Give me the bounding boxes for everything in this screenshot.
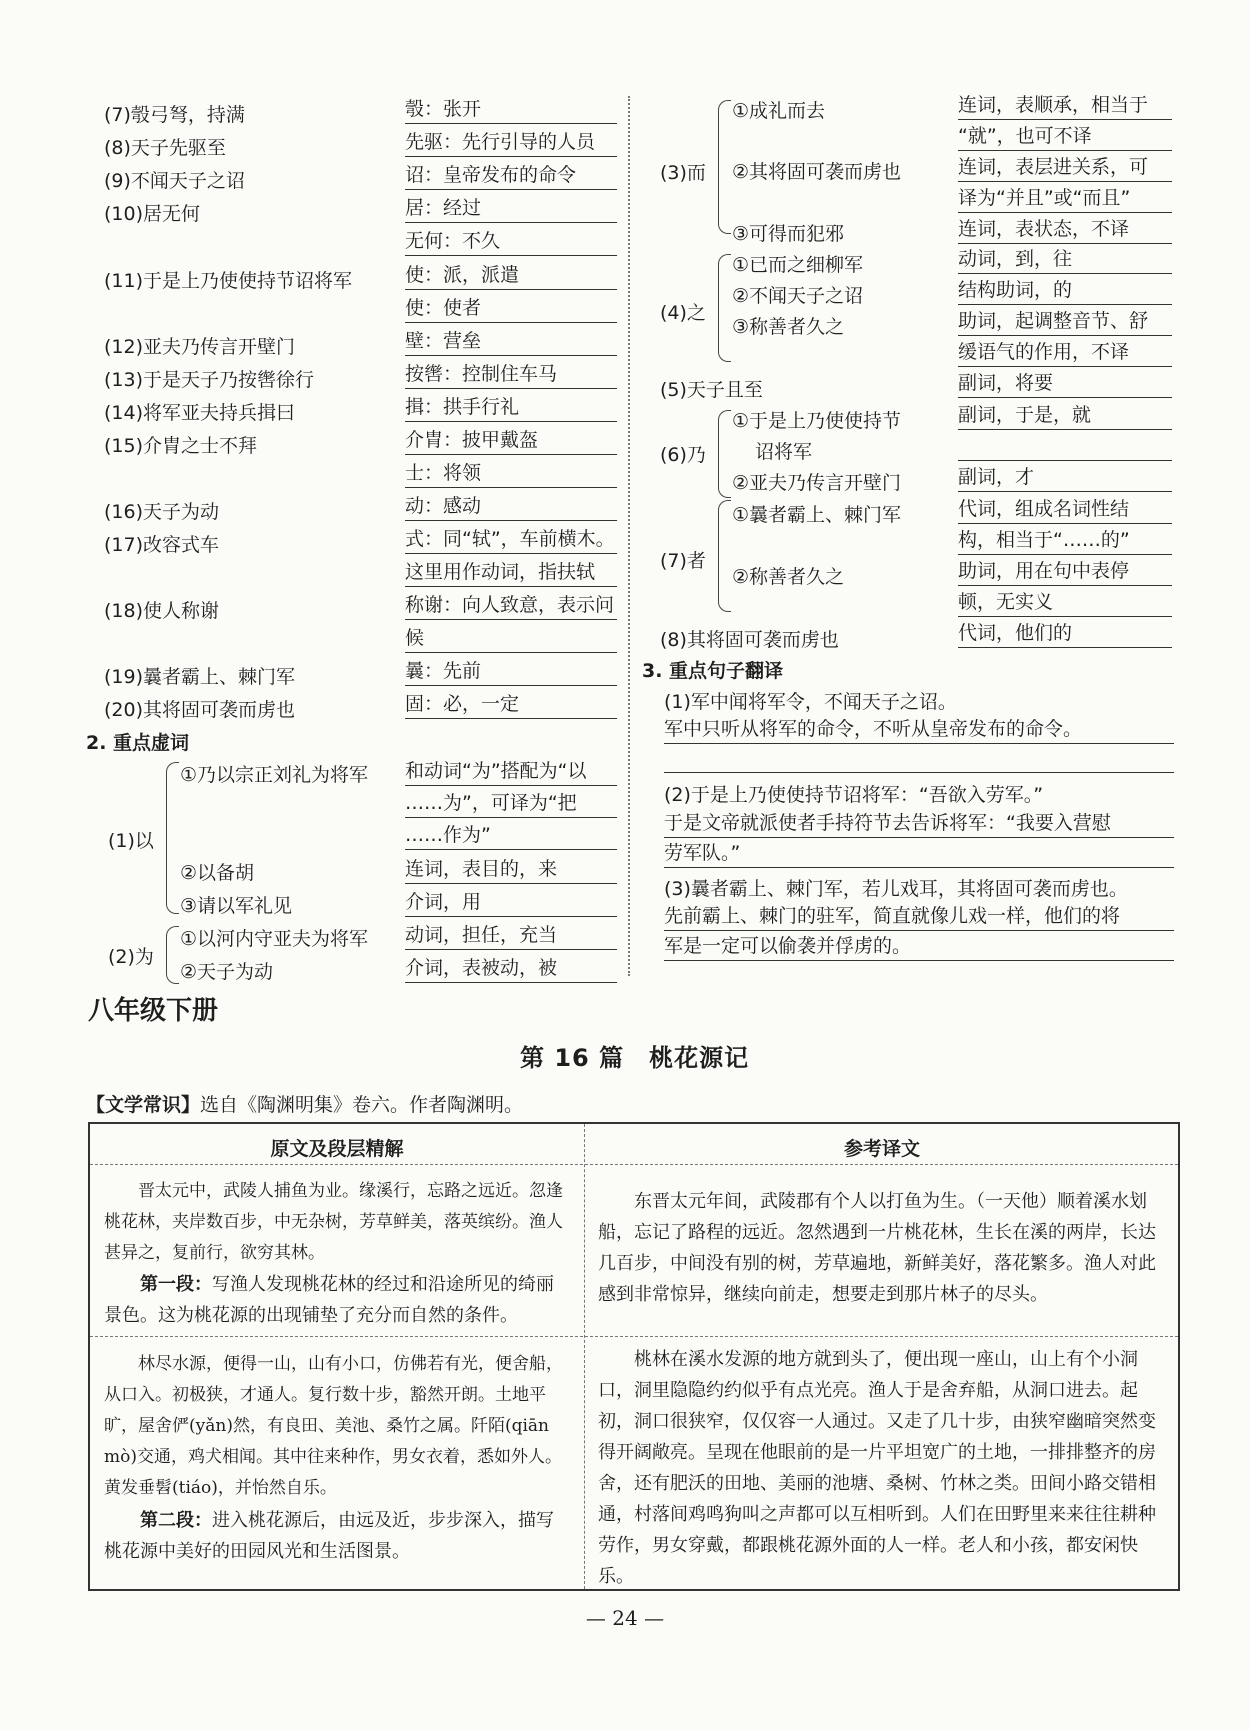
yi-answer-2: ……为”，可译为“把 [405,790,617,818]
yi-answer-5: 介词，用 [405,889,617,917]
col2-header: 参考译文 [843,1138,920,1160]
sentence-2-translation-a: 于是文帝就派使者手持符节去告诉将军：“我要入营慰 [664,810,1174,838]
yi-answer-4: 连词，表目的，来 [405,856,617,884]
para-2-note-label: 第二段： [140,1510,212,1531]
vocab-answer: 介胄：披甲戴盔 [405,427,617,455]
vocab-answer: 无何：不久 [405,228,617,256]
wei-label: (2)为 [108,946,154,968]
er-answer-1: 连词，表顺承，相当于 [958,92,1172,120]
vocab-answer: 这里用作动词，指扶轼 [405,559,617,587]
vocab-answer: 揖：拱手行礼 [405,394,617,422]
sentence-3-translation-b: 军是一定可以偷袭并俘虏的。 [664,933,1174,961]
zhe-answer-4: 顿，无实义 [958,589,1172,617]
vocab-answer: 先驱：先行引导的人员 [405,129,617,157]
zhe-label: (7)者 [660,550,706,572]
nai-brace [718,410,731,498]
yi-answer-3: ……作为” [405,822,617,850]
vocab-item: (13)于是天子乃按辔徐行 [104,369,315,391]
sentence-3: (3)曩者霸上、棘门军，若儿戏耳，其将固可袭而虏也。 [664,878,1128,900]
er-label: (3)而 [660,162,706,184]
vocab-answer: 士：将领 [405,460,617,488]
zhe-brace [718,500,731,612]
vocab-answer: 固：必，一定 [405,691,617,719]
para-1-note [104,1269,570,1331]
vocab-item: (12)亚夫乃传言开壁门 [104,336,296,358]
wei-answer-2: 介词，表被动，被 [405,955,617,983]
zhi-label: (4)之 [660,302,706,324]
vocab-item: (16)天子为动 [104,501,220,523]
yi-answer-1: 和动词“为”搭配为“以 [405,758,617,786]
vocab-item: (15)介胄之士不拜 [104,435,258,457]
zhi-brace [718,254,731,362]
vocab-item: (14)将军亚夫持兵揖曰 [104,402,296,424]
lit-text: 选自《陶渊明集》卷六。作者陶渊明。 [200,1094,524,1116]
qie-answer: 副词，将要 [958,370,1172,398]
column-divider [628,96,630,976]
sentence-1: (1)军中闻将军令，不闻天子之诏。 [664,691,957,713]
sentence-3-translation-a: 先前霸上、棘门的驻军，简直就像儿戏一样，他们的将 [664,903,1174,931]
nai-answer-1: 副词，于是，就 [958,402,1172,430]
zhi-item-1: ①已而之细柳军 [732,254,864,276]
wei-answer-1: 动词，担任，充当 [405,922,617,950]
zhe-answer-2: 构，相当于“……的” [958,527,1172,555]
para-1-note-text: 写渔人发现桃花林的经过和沿途所见的绮丽景色。这为桃花源的出现铺垫了充分而自然的条件。 [104,1274,554,1326]
nai-label: (6)乃 [660,444,706,466]
piece-title: 第 16 篇 桃花源记 [520,1044,750,1072]
para-2-note-text: 进入桃花源后，由远及近，步步深入，描写桃花源中美好的田园风光和生活图景。 [104,1510,554,1562]
page-number: — 24 — [585,1606,665,1630]
vocab-item: (20)其将固可袭而虏也 [104,699,296,721]
yi-item-3: ③请以军礼见 [180,895,293,917]
vocab-answer: 诏：皇帝发布的命令 [405,162,617,190]
nai-answer-2: 副词，才 [958,464,1172,492]
er-item-2: ②其将固可袭而虏也 [732,161,902,183]
nai-item-1b: 诏将军 [755,441,813,463]
zhi-answer-3: 助词，起调整音节、舒 [958,308,1172,336]
wei-item-1: ①以河内守亚夫为将军 [180,928,369,950]
er-answer-2: “就”，也可不译 [958,123,1172,151]
wei-brace [166,926,179,984]
vocab-answer: 动：感动 [405,493,617,521]
original-para-2: 林尽水源，便得一山，山有小口，仿佛若有光，便舍船，从口入。初极狭，才通人。复行数十步，豁然开朗。土地平旷，屋舍俨(yǎn)然，有良田、美池、桑竹之属。阡陌(qiān mò)交通，鸡犬相闻。其中往来种作，男女衣着，悉如外人。黄发垂髫(tiáo)，并怡然自乐。 [104,1354,563,1498]
er-answer-4: 译为“并且”或“而且” [958,185,1172,213]
er-brace [718,100,731,234]
vocab-item: (8)天子先驱至 [104,137,226,159]
zhi-item-2: ②不闻天子之诏 [732,285,864,307]
er-item-1: ①成礼而去 [732,100,826,122]
sentence-1-translation: 军中只听从将军的命令，不听从皇帝发布的命令。 [664,716,1174,744]
er-answer-3: 连词，表层进关系，可 [958,154,1172,182]
qi-answer: 代词，他们的 [958,620,1172,648]
section3-heading: 3. 重点句子翻译 [642,660,784,682]
sentence-2-translation-b: 劳军队。” [664,840,1174,868]
nai-item-2: ②亚夫乃传言开壁门 [732,472,902,494]
vocab-answer: 使：派，派遣 [405,262,617,290]
zhe-answer-3: 助词，用在句中表停 [958,558,1172,586]
vocab-answer: 壁：营垒 [405,328,617,356]
lit-label: 【文学常识】 [86,1094,201,1116]
nai-item-1: ①于是上乃使使持节 [732,410,902,432]
yi-item-2: ②以备胡 [180,862,255,884]
nai-answer-blank [958,433,1172,461]
vocab-answer: 居：经过 [405,195,617,223]
er-item-3: ③可得而犯邪 [732,223,845,245]
vocab-answer: 使：使者 [405,295,617,323]
vocab-answer: 候 [405,625,617,653]
section2-heading: 2. 重点虚词 [86,732,190,754]
translation-para-2: 桃林在溪水发源的地方就到头了，便出现一座山，山上有个小洞口，洞里隐隐约约似乎有点光亮。渔人于是舍弃船，从洞口进去。起初，洞口很狭窄，仅仅容一人通过。又走了几十步，由狭窄幽暗突然变得开阔敞亮。呈现在他眼前的是一片平坦宽广的土地，一排排整齐的房舍，还有肥沃的田地、美丽的池塘、桑树、竹林之类。田间小路交错相通，村落间鸡鸣狗叫之声都可以互相听到。人们在田野里来来往往耕种劳作，男女穿戴，都跟桃花源外面的人一样。老人和小孩，都安闲快乐。 [598,1349,1156,1587]
vocab-item: (7)彀弓弩，持满 [104,104,245,126]
para-2-note [104,1505,570,1567]
para-1-note-label: 第一段： [140,1274,212,1295]
vocab-answer: 式：同“轼”，车前横木。 [405,526,617,554]
yi-label: (1)以 [108,830,154,852]
zhi-answer-1: 动词，到，往 [958,246,1172,274]
qi-item: (8)其将固可袭而虏也 [660,629,839,651]
text-table [88,1122,1180,1591]
vocab-item: (9)不闻天子之诏 [104,170,245,192]
vocab-item: (17)改容式车 [104,534,220,556]
zhi-answer-2: 结构助词，的 [958,277,1172,305]
vocab-item: (18)使人称谢 [104,600,220,622]
sentence-2: (2)于是上乃使使持节诏将军：“吾欲入劳军。” [664,784,1044,806]
yi-item-1: ①乃以宗正刘礼为将军 [180,764,369,786]
zhi-item-3: ③称善者久之 [732,316,845,338]
wei-item-2: ②天子为动 [180,961,274,983]
zhe-answer-1: 代词，组成名词性结 [958,496,1172,524]
zhe-item-1: ①曩者霸上、棘门军 [732,504,902,526]
vocab-answer: 称谢：向人致意，表示问 [405,592,617,620]
zhe-item-2: ②称善者久之 [732,566,845,588]
vocab-answer: 彀：张开 [405,96,617,124]
grade-title: 八年级下册 [88,996,219,1026]
vocab-answer: 曩：先前 [405,658,617,686]
zhi-answer-4: 缓语气的作用，不译 [958,339,1172,367]
qie-item: (5)天子且至 [660,379,763,401]
sentence-1-blank-line [664,745,1174,773]
er-answer-5: 连词，表状态，不译 [958,216,1172,244]
vocab-item: (19)曩者霸上、棘门军 [104,666,296,688]
col1-header: 原文及段层精解 [270,1138,404,1160]
vocab-item: (11)于是上乃使使持节诏将军 [104,270,353,292]
translation-para-1: 东晋太元年间，武陵郡有个人以打鱼为生。（一天他）顺着溪水划船，忘记了路程的远近。忽然遇到一片桃花林，生长在溪的两岸，长达几百步，中间没有别的树，芳草遍地，新鲜美好，落花繁多。渔人对此感到非常惊异，继续向前走，想要走到那片林子的尽头。 [598,1191,1156,1305]
original-para-1: 晋太元中，武陵人捕鱼为业。缘溪行，忘路之远近。忽逢桃花林，夹岸数百步，中无杂树，芳草鲜美，落英缤纷。渔人甚异之，复前行，欲穷其林。 [104,1181,563,1263]
yi-brace [166,762,179,914]
vocab-item: (10)居无何 [104,203,201,225]
vocab-answer: 按辔：控制住车马 [405,361,617,389]
